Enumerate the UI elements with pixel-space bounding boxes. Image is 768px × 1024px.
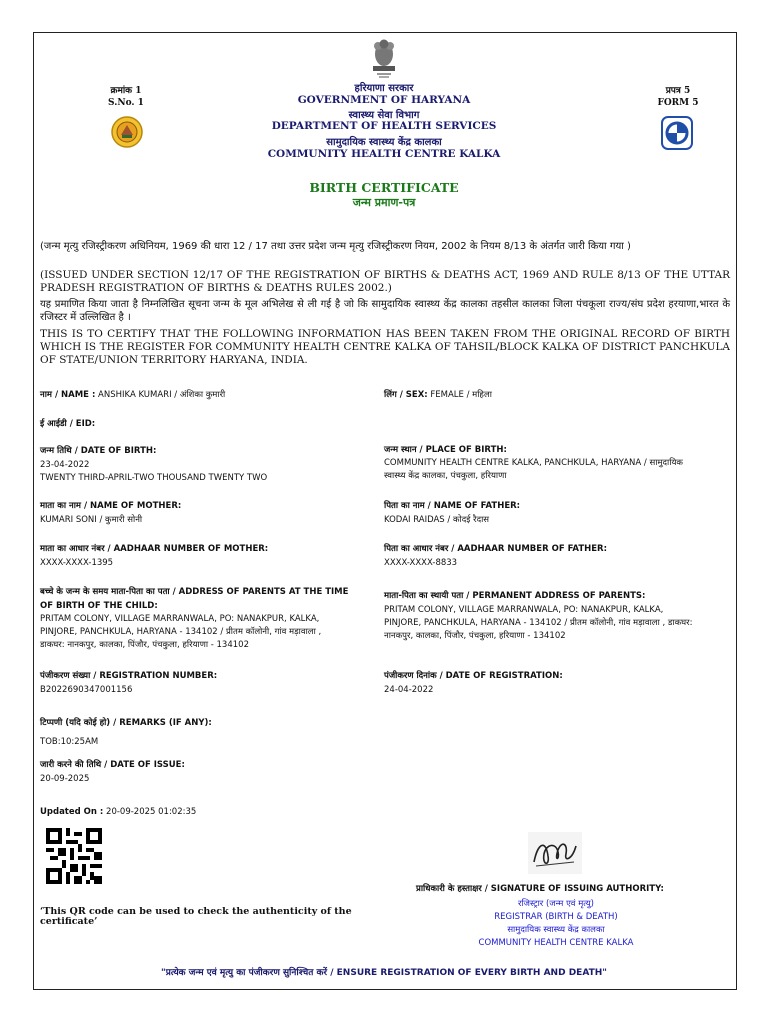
- registration-date-label: पंजीकरण दिनांक / DATE OF REGISTRATION:: [384, 671, 563, 681]
- issued-under-en: (ISSUED UNDER SECTION 12/17 OF THE REGISTRATION OF BIRTHS & DEATHS ACT, 1969 AND RULE 8/13 OF THE UTTAR PRADESH REGISTRATION OF BIRTHS & DEATHS RULES 2002.): [40, 269, 730, 294]
- permanent-address-value-line2: PINJORE, PANCHKULA, HARYANA - 134102 / प्रीतम कॉलोनी, गांव मड़ावाला , डाकघर:: [384, 618, 693, 628]
- remarks-label: टिप्पणी (यदि कोई हो) / REMARKS (IF ANY):: [40, 718, 212, 728]
- serial-number-en: S.No. 1: [108, 98, 144, 108]
- father-name-value: KODAI RAIDAS / कोदई रैदास: [384, 515, 490, 525]
- signature-icon: [528, 832, 582, 874]
- dept-title-en: DEPARTMENT OF HEALTH SERVICES: [271, 120, 497, 132]
- qr-code-icon[interactable]: [46, 828, 102, 884]
- permanent-address-value-line3: नानकपुर, कालका, पिंजौर, पंचकुला, हरियाणा - 134102: [384, 631, 566, 641]
- address-at-birth-value-line2: PINJORE, PANCHKULA, HARYANA - 134102 / प्रीतम कॉलोनी, गांव मड़ावाला ,: [40, 627, 322, 637]
- registration-number-label: पंजीकरण संख्या / REGISTRATION NUMBER:: [40, 671, 218, 681]
- address-at-birth-value-line3: डाकघर: नानकपुर, कालका, पिंजौर, पंचकुला, हरियाणा - 134102: [40, 640, 249, 650]
- remarks-value: TOB:10:25AM: [40, 737, 99, 747]
- gov-title-en: GOVERNMENT OF HARYANA: [297, 94, 471, 106]
- updated-on-label: Updated On :: [40, 807, 104, 817]
- registration-slogan: "प्रत्येक जन्म एवं मृत्यु का पंजीकरण सुनिश्चित करें / ENSURE REGISTRATION OF EVERY BIRTH AND DEATH": [161, 968, 607, 978]
- mother-name-value: KUMARI SONI / कुमारी सोनी: [40, 515, 143, 525]
- signature-authority-label: प्राधिकारी के हस्ताक्षर / SIGNATURE OF ISSUING AUTHORITY:: [416, 884, 664, 894]
- chc-title-hi: सामुदायिक स्वास्थ्य केंद्र कालका: [326, 137, 442, 148]
- pob-value-line2: स्वास्थ्य केंद्र कालका, पंचकुला, हरियाणा: [384, 471, 507, 481]
- dob-label: जन्म तिथि / DATE OF BIRTH:: [40, 446, 157, 456]
- pob-label: जन्म स्थान / PLACE OF BIRTH:: [384, 445, 507, 455]
- dob-words: TWENTY THIRD-APRIL-TWO THOUSAND TWENTY TWO: [40, 473, 268, 483]
- serial-number-hi: क्रमांक 1: [110, 86, 142, 96]
- sex-row: [384, 389, 714, 401]
- gov-title-hi: हरियाणा सरकार: [354, 83, 414, 94]
- father-aadhaar-value: XXXX-XXXX-8833: [384, 558, 458, 568]
- address-at-birth-label-line2: OF BIRTH OF THE CHILD:: [40, 601, 158, 611]
- name-label: नाम / NAME :: [40, 390, 96, 400]
- pob-value-line1: COMMUNITY HEALTH CENTRE KALKA, PANCHKULA, HARYANA / सामुदायिक: [384, 458, 683, 468]
- registration-date-value: 24-04-2022: [384, 685, 434, 695]
- form-number-en: FORM 5: [657, 98, 699, 108]
- sex-value: FEMALE / महिला: [430, 390, 492, 400]
- permanent-address-label: माता-पिता का स्थायी पता / PERMANENT ADDRESS OF PARENTS:: [384, 591, 646, 601]
- dept-title-hi: स्वास्थ्य सेवा विभाग: [348, 110, 420, 121]
- ashoka-emblem-icon: [369, 36, 399, 80]
- qr-authenticity-note: ‘This QR code can be used to check the authenticity of the certificate’: [40, 906, 352, 927]
- date-of-issue-value: 20-09-2025: [40, 774, 90, 784]
- father-aadhaar-label: पिता का आधार नंबर / AADHAAR NUMBER OF FATHER:: [384, 544, 608, 554]
- certify-statement-en: THIS IS TO CERTIFY THAT THE FOLLOWING INFORMATION HAS BEEN TAKEN FROM THE ORIGINAL RECORD OF BIRTH WHICH IS THE REGISTER FOR COMMUNITY HEALTH CENTRE KALKA OF TAHSIL/BLOCK KALKA OF DISTRICT PANCHKULA OF STATE/UNION TERRITORY HARYANA, INDIA.: [40, 328, 730, 366]
- certify-statement-hi: यह प्रमाणित किया जाता है निम्नलिखित सूचना जन्म के मूल अभिलेख से ली गई है जो कि सामुदायिक स्वास्थ्य केंद्र कालका तहसील कालका जिला पंचकूला राज्य/संघ प्रदेश हरयाणा,भारत के रजिस्टर में उल्लिखित है ।: [40, 299, 730, 323]
- registrar-chc-en: COMMUNITY HEALTH CENTRE KALKA: [478, 938, 634, 948]
- father-name-label: पिता का नाम / NAME OF FATHER:: [384, 501, 521, 511]
- permanent-address-value-line1: PRITAM COLONY, VILLAGE MARRANWALA, PO: NANAKPUR, KALKA,: [384, 605, 664, 615]
- address-at-birth-label-line1: बच्चे के जन्म के समय माता-पिता का पता / ADDRESS OF PARENTS AT THE TIME: [40, 587, 349, 597]
- dob-value: 23-04-2022: [40, 460, 90, 470]
- mother-aadhaar-label: माता का आधार नंबर / AADHAAR NUMBER OF MOTHER:: [40, 544, 269, 554]
- form-number-hi: प्रपत्र 5: [665, 86, 691, 96]
- certificate-title-en: BIRTH CERTIFICATE: [309, 180, 459, 195]
- eid-label: ई आईडी / EID:: [40, 419, 96, 429]
- registrar-chc-hi: सामुदायिक स्वास्थ्य केंद्र कालका: [507, 925, 605, 935]
- registrar-title-hi: रजिस्ट्रार (जन्म एवं मृत्यु): [518, 899, 594, 909]
- address-at-birth-value-line1: PRITAM COLONY, VILLAGE MARRANWALA, PO: NANAKPUR, KALKA,: [40, 614, 320, 624]
- registration-number-value: B2022690347001156: [40, 685, 133, 695]
- name-row: [40, 389, 370, 401]
- issued-under-hi: (जन्म मृत्यु रजिस्ट्रीकरण अधिनियम, 1969 की धारा 12 / 17 तथा उत्तर प्रदेश जन्म मृत्यु रजिस्ट्रीकरण नियम, 2002 के नियम 8/13 के अंतर्गत जारी किया गया ): [40, 241, 631, 252]
- sex-label: लिंग / SEX:: [384, 390, 428, 400]
- updated-on-row: [40, 806, 196, 818]
- name-value: ANSHIKA KUMARI / अंशिका कुमारी: [98, 390, 226, 400]
- registrar-title-en: REGISTRAR (BIRTH & DEATH): [494, 912, 618, 922]
- mother-aadhaar-value: XXXX-XXXX-1395: [40, 558, 114, 568]
- certificate-title-hi: जन्म प्रमाण-पत्र: [352, 196, 416, 209]
- mother-name-label: माता का नाम / NAME OF MOTHER:: [40, 501, 182, 511]
- date-of-issue-label: जारी करने की तिथि / DATE OF ISSUE:: [40, 760, 185, 770]
- chc-title-en: COMMUNITY HEALTH CENTRE KALKA: [267, 148, 501, 160]
- updated-on-value: 20-09-2025 01:02:35: [106, 807, 197, 817]
